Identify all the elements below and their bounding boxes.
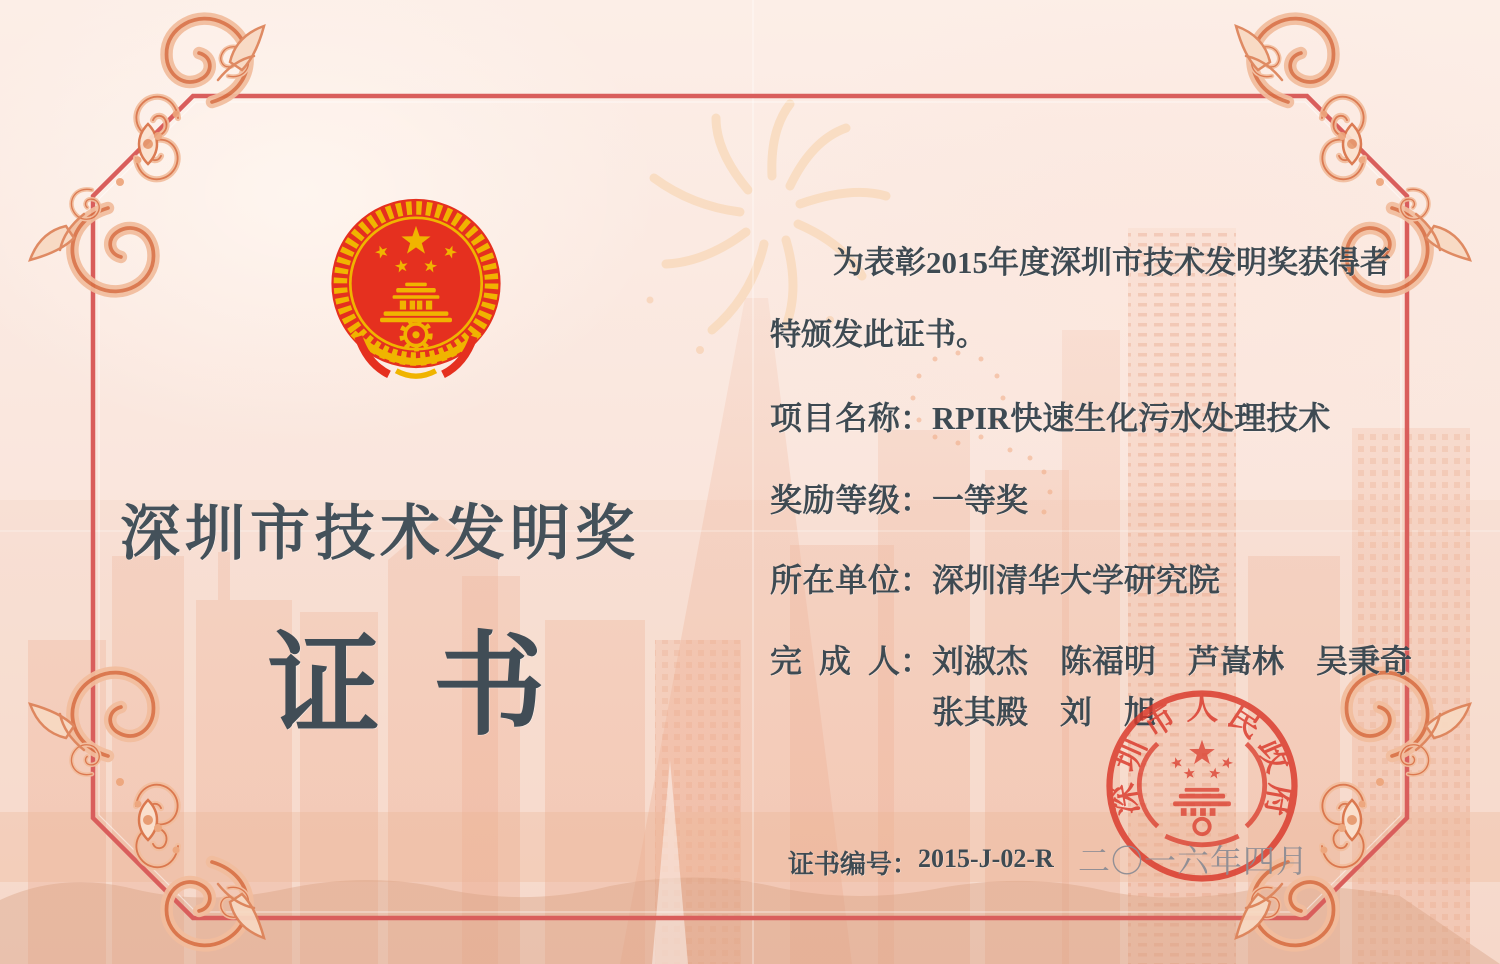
field-label: 项目名称 bbox=[770, 400, 900, 436]
field-colon: ： bbox=[900, 400, 933, 436]
field-value: 深圳清华大学研究院 bbox=[932, 562, 1221, 598]
field-label: 奖励等级 bbox=[770, 482, 900, 518]
field-organization bbox=[770, 555, 1220, 601]
field-colon: ： bbox=[900, 482, 933, 518]
corner-flourish-top-left bbox=[30, 2, 264, 308]
field-contributors bbox=[770, 636, 1412, 733]
intro-line1: 为表彰2015年度深圳市技术发明奖获得者 bbox=[833, 245, 1391, 280]
certificate-number-label: 证书编号 bbox=[788, 850, 893, 879]
field-label: 完成人 bbox=[770, 643, 900, 679]
field-value: RPIR快速生化污水处理技术 bbox=[932, 400, 1331, 436]
issue-date: 二〇一六年四月 bbox=[1078, 843, 1310, 879]
field-value: 一等奖 bbox=[932, 482, 1029, 518]
china-national-emblem-icon bbox=[326, 198, 506, 404]
certificate-number-value: 2015-J-02-R bbox=[918, 844, 1054, 873]
field-value-line2: 张其殿 刘 旭 bbox=[932, 694, 1157, 730]
field-project-name bbox=[770, 393, 1330, 439]
seal-text: 深圳市人民政府 bbox=[1105, 691, 1299, 819]
award-title-heading: 深圳市技术发明奖 bbox=[120, 501, 640, 567]
field-award-grade bbox=[770, 475, 1028, 521]
field-label: 所在单位 bbox=[770, 562, 900, 598]
field-colon: ： bbox=[900, 562, 933, 598]
intro-line2: 特颁发此证书。 bbox=[770, 317, 987, 352]
certificate-number-line bbox=[788, 844, 1054, 881]
certificate-word-heading: 证书 bbox=[268, 625, 598, 749]
certificate-number-colon: ： bbox=[892, 850, 919, 879]
field-value: 刘淑杰 陈福明 芦嵩林 吴秉奇 bbox=[932, 643, 1413, 679]
field-colon: ： bbox=[900, 643, 933, 679]
